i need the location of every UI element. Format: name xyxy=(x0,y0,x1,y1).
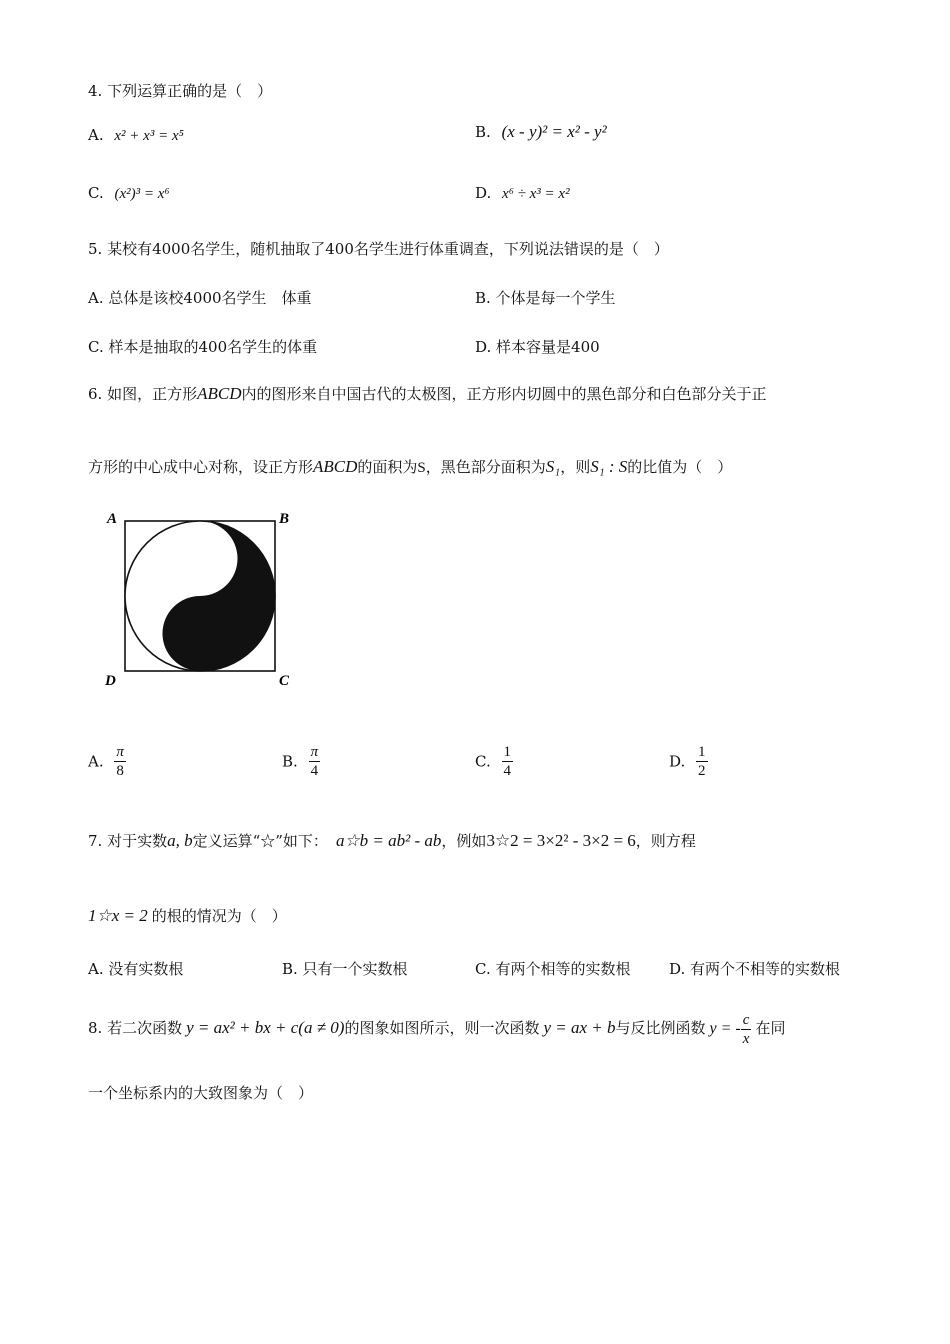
text: 方形的中心成中心对称，设正方形 xyxy=(88,458,314,476)
text: ，黑色部分面积为 xyxy=(425,458,546,476)
numerator: 1 xyxy=(503,744,511,760)
option-label: B. xyxy=(475,123,491,141)
q4-option-d xyxy=(475,184,570,203)
option-label: A. xyxy=(88,752,104,771)
q7-stem-line2 xyxy=(88,905,287,926)
vertex-label-a: A xyxy=(107,511,118,527)
q6-stem-line1 xyxy=(88,383,767,404)
q5-option-c: C. 样本是抽取的400名学生的体重 xyxy=(88,338,318,356)
text: 与反比例函数 xyxy=(615,1019,706,1037)
math-symbol: S₁ xyxy=(545,457,561,476)
numerator: π xyxy=(116,744,124,760)
math-expr: 3☆2 = 3×2² - 3×2 = 6 xyxy=(486,831,636,850)
math-expr: (x²)³ = x⁶ xyxy=(114,186,170,202)
math-expr: y = ax² + bx + c(a ≠ 0) xyxy=(186,1018,345,1037)
text: 的根的情况为（ ） xyxy=(151,907,287,925)
fraction xyxy=(696,743,708,780)
vertex-label-c: C xyxy=(279,673,290,689)
denominator: 8 xyxy=(116,763,124,779)
q5-option-b: B. 个体是每一个学生 xyxy=(475,289,616,307)
vertex-label-d: D xyxy=(105,673,116,689)
text: 内的图形来自中国古代的太极图，正方形内切圆中的黑色部分和白色部分关于正 xyxy=(241,385,767,403)
option-label: B. xyxy=(282,752,298,771)
q4-option-c xyxy=(88,184,170,203)
math-symbol: ABCD xyxy=(313,457,358,476)
option-label: D. xyxy=(475,184,492,202)
q4-option-b xyxy=(475,122,607,142)
text: 在同 xyxy=(755,1019,786,1037)
q7-stem-line1 xyxy=(88,830,696,851)
fraction xyxy=(114,743,126,780)
text: 8. 若二次函数 xyxy=(88,1019,183,1037)
text: ，则 xyxy=(560,458,591,476)
denominator: x xyxy=(742,1030,750,1047)
text: 6. 如图，正方形 xyxy=(88,385,198,403)
q7-option-a: A. 没有实数根 xyxy=(88,960,184,978)
math-expr: 1☆x = 2 xyxy=(88,906,148,925)
taiji-figure xyxy=(95,505,305,695)
q7-option-d: D. 有两个不相等的实数根 xyxy=(669,960,841,978)
math-expr: x² + x³ = x⁵ xyxy=(114,128,184,144)
q6-option-d xyxy=(669,743,708,780)
text: 的面积为 xyxy=(357,458,418,476)
numerator: 1 xyxy=(698,744,706,760)
denominator: 4 xyxy=(503,763,511,779)
text: ，例如 xyxy=(441,832,487,850)
fraction xyxy=(502,743,514,780)
math-expr: y = ax + b xyxy=(543,1018,616,1037)
q4-option-a xyxy=(88,126,184,145)
math-expr: y = - xyxy=(709,1020,741,1037)
math-expr: a☆b = ab² - ab xyxy=(335,831,442,850)
denominator: 2 xyxy=(698,763,706,779)
q7-option-c: C. 有两个相等的实数根 xyxy=(475,960,631,978)
text: 的比值为（ ） xyxy=(627,458,733,476)
option-label: D. xyxy=(669,752,686,771)
q7-option-b: B. 只有一个实数根 xyxy=(282,960,408,978)
text: 的图象如图所示，则一次函数 xyxy=(344,1019,540,1037)
q5-option-a: A. 总体是该校4000名学生 体重 xyxy=(88,289,312,307)
math-expr: S₁ : S xyxy=(590,457,628,476)
math-symbol: a, b xyxy=(167,831,193,850)
math-expr: x⁶ ÷ x³ = x² xyxy=(502,186,570,202)
fraction xyxy=(741,1011,752,1048)
math-symbol: S xyxy=(417,460,426,476)
q5-option-d: D. 样本容量是400 xyxy=(475,338,600,356)
math-symbol: ABCD xyxy=(197,384,242,403)
q6-stem-line2 xyxy=(88,456,732,477)
q6-option-c xyxy=(475,743,513,780)
text: 定义运算“☆”如下： xyxy=(192,832,328,850)
text: 7. 对于实数 xyxy=(88,832,168,850)
denominator: 4 xyxy=(310,763,319,779)
option-label: A. xyxy=(88,126,104,144)
vertex-label-b: B xyxy=(279,511,290,527)
option-label: C. xyxy=(475,752,491,771)
math-expr: (x - y)² = x² - y² xyxy=(501,122,607,141)
q5-stem: 5. 某校有4000名学生，随机抽取了400名学生进行体重调查，下列说法错误的是（ ） xyxy=(88,240,669,258)
white-dot xyxy=(192,551,208,567)
q6-option-a xyxy=(88,743,126,780)
option-label: C. xyxy=(88,184,104,202)
numerator: π xyxy=(310,744,319,760)
fraction xyxy=(309,743,321,780)
numerator: c xyxy=(742,1011,750,1028)
black-dot xyxy=(192,626,208,642)
q8-stem-line1 xyxy=(88,1008,785,1049)
q8-stem-line2: 一个坐标系内的大致图象为（ ） xyxy=(88,1084,314,1102)
text: ，则方程 xyxy=(635,832,696,850)
q4-stem: 4. 下列运算正确的是（ ） xyxy=(88,82,273,100)
q6-option-b xyxy=(282,743,320,780)
